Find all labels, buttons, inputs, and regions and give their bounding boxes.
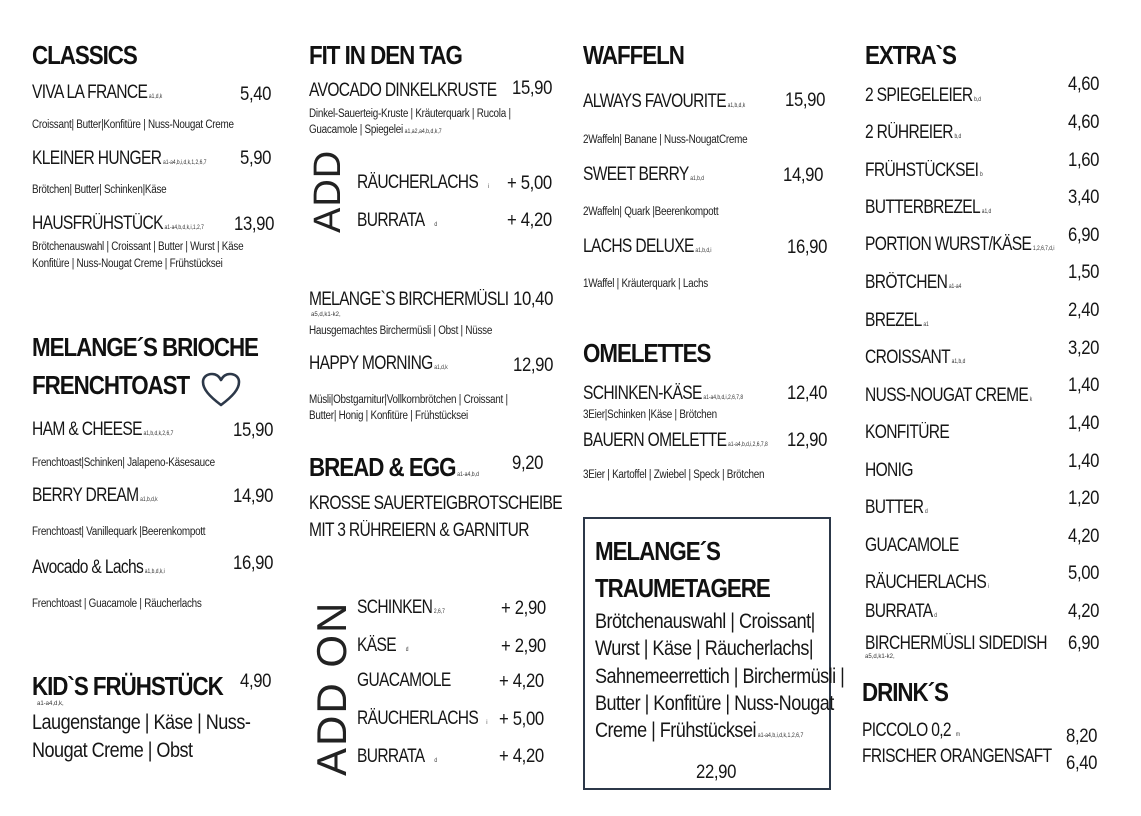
desc-always-favourite: 2Waffeln| Banane | Nuss-NougatCreme — [583, 134, 748, 146]
extra-guacamole: GUACAMOLE — [865, 535, 959, 556]
desc-birchermuesli: Hausgemachtes Birchermüsli | Obst | Nüsse — [309, 325, 493, 337]
addon-schinken: SCHINKEN 2,6,7 — [357, 597, 445, 618]
addon-schinken-price: + 2,90 — [501, 598, 546, 619]
extra-fruehstuecksei-price: 1,60 — [1068, 150, 1100, 171]
extra-guacamole-price: 4,20 — [1068, 526, 1100, 547]
extra-nuss-nougat-creme: NUSS-NOUGAT CREME k — [865, 385, 1033, 406]
drink-orangensaft: FRISCHER ORANGENSAFT — [862, 746, 1052, 767]
extra-butterbrezel: BUTTERBREZEL a1,d — [865, 197, 992, 218]
extra-portion-wurst-kaese: PORTION WURST/KÄSE 1,2,6,7,d,i — [865, 234, 1055, 255]
brioche-title-1: MELANGE´S BRIOCHE — [32, 332, 258, 362]
desc-avocado-lachs: Frenchtoast | Guacamole | Räucherlachs — [32, 598, 202, 610]
add-raeucherlachs: RÄUCHERLACHS i — [357, 172, 490, 193]
item-viva-la-france: VIVA LA FRANCE a1,d,k — [32, 82, 163, 103]
bread-egg-title: BREAD & EGG a1-a4,b,d — [309, 452, 479, 482]
item-ham-cheese: HAM & CHEESE a1,b,d,k,2,6,7 — [32, 419, 174, 440]
extra-birchermuesli-sidedish-price: 6,90 — [1068, 633, 1100, 654]
add-burrata-price: + 4,20 — [507, 210, 552, 231]
item-lachs-deluxe: LACHS DELUXE a1,b,d,i — [583, 236, 712, 257]
price-bauern-omelette: 12,90 — [787, 430, 828, 451]
extra-broetchen: BRÖTCHEN a1-a4 — [865, 272, 962, 293]
kids-allergens: a1-a4,d,k, — [37, 701, 64, 707]
price-happy-morning: 12,90 — [513, 355, 554, 376]
price-birchermuesli: 10,40 — [513, 289, 554, 310]
addon-raeucherlachs: RÄUCHERLACHS i — [357, 708, 488, 729]
etagere-title-2: TRAUMETAGERE — [595, 573, 770, 603]
price-schinken-kaese: 12,40 — [787, 383, 828, 404]
etagere-line-4: Butter | Konfitüre | Nuss-Nougat — [595, 692, 834, 715]
etagere-line-1: Brötchenauswahl | Croissant| — [595, 610, 815, 633]
extra-honig-price: 1,40 — [1068, 451, 1100, 472]
birchermuesli-allergens: a5,d,k1-k2, — [311, 312, 341, 318]
extra-spiegeleier-price: 4,60 — [1068, 74, 1100, 95]
add-burrata: BURRATA d — [357, 210, 438, 231]
extra-butter-price: 1,20 — [1068, 488, 1100, 509]
addon-guacamole: GUACAMOLE — [357, 670, 451, 691]
price-kleiner-hunger: 5,90 — [240, 148, 272, 169]
kids-desc-1: Laugenstange | Käse | Nuss- — [32, 711, 251, 734]
extra-konfituere-price: 1,40 — [1068, 413, 1100, 434]
item-sweet-berry: SWEET BERRY a1,b,d — [583, 164, 704, 185]
price-avocado-lachs: 16,90 — [233, 553, 274, 574]
extra-croissant-price: 3,20 — [1068, 338, 1100, 359]
price-hausfruehstueck: 13,90 — [234, 214, 275, 235]
bread-desc-2: MIT 3 RÜHREIERN & GARNITUR — [309, 520, 529, 541]
heart-icon — [201, 372, 241, 408]
extra-ruehreier: 2 RÜHREIER b,d — [865, 122, 962, 143]
item-hausfruehstueck: HAUSFRÜHSTÜCK a1-a4,b,d,k,i,1,2,7 — [32, 213, 204, 234]
desc-sweet-berry: 2Waffeln| Quark |Beerenkompott — [583, 206, 719, 218]
desc-happy-1: Müsli|Obstgarnitur|Vollkornbrötchen | Croissant | — [309, 394, 508, 406]
kids-title: KID`S FRÜHSTÜCK — [32, 671, 223, 701]
addon-guacamole-price: + 4,20 — [499, 671, 544, 692]
price-avocado-dinkelkruste: 15,90 — [512, 78, 553, 99]
price-bread-egg: 9,20 — [512, 453, 544, 474]
drink-piccolo-price: 8,20 — [1066, 726, 1098, 747]
kids-desc-2: Nougat Creme | Obst — [32, 739, 193, 762]
etagere-line-3: Sahnemeerrettich | Birchermüsli | — [595, 665, 845, 688]
extra-fruehstuecksei: FRÜHSTÜCKSEI b — [865, 160, 983, 181]
price-lachs-deluxe: 16,90 — [787, 237, 828, 258]
addon-burrata-price: + 4,20 — [499, 746, 544, 767]
addon-raeucherlachs-price: + 5,00 — [499, 709, 544, 730]
desc-schinken-kaese: 3Eier|Schinken |Käse | Brötchen — [583, 409, 717, 421]
desc-bauern-omelette: 3Eier | Kartoffel | Zwiebel | Speck | Brötchen — [583, 469, 765, 481]
item-happy-morning: HAPPY MORNING a1,d,k — [309, 353, 448, 374]
item-kleiner-hunger: KLEINER HUNGER a1-a4,b,i,d,k,1,2,6,7 — [32, 148, 207, 169]
item-berry-dream: BERRY DREAM a1,b,d,k — [32, 485, 158, 506]
brioche-title-2: FRENCHTOAST — [32, 370, 190, 400]
price-kids: 4,90 — [240, 671, 272, 692]
desc-avocado-2: Guacamole | Spiegelei a1,a2,a4,b,d,k,7 — [309, 124, 442, 136]
price-always-favourite: 15,90 — [785, 90, 826, 111]
desc-happy-2: Butter| Honig | Konfitüre | Frühstücksei — [309, 410, 469, 422]
item-schinken-kaese: SCHINKEN-KÄSE a1-a4,b,d,i,2,6,7,8 — [583, 383, 744, 404]
extra-croissant: CROISSANT a1,b,d — [865, 347, 966, 368]
extras-title: EXTRA`S — [865, 40, 956, 70]
item-bauern-omelette: BAUERN OMELETTE a1-a4,b,d,i,2,6,7,8 — [583, 430, 768, 451]
desc-berry-dream: Frenchtoast| Vanillequark |Beerenkompott — [32, 526, 206, 538]
etagere-title-1: MELANGE´S — [595, 536, 720, 566]
drink-piccolo: PICCOLO 0,2 m — [862, 720, 960, 741]
etagere-line-5: Creme | Frühstücksei a1-a4,b,i,d,k,1,2,6,7 — [595, 719, 804, 742]
desc-avocado-1: Dinkel-Sauerteig-Kruste | Kräuterquark | Rucola | — [309, 108, 511, 120]
desc-ham-cheese: Frenchtoast|Schinken| Jalapeno-Käsesauce — [32, 457, 215, 469]
extra-portion-wurst-kaese-price: 6,90 — [1068, 225, 1100, 246]
desc-viva-la-france: Croissant| Butter|Konfitüre | Nuss-Nougat Creme — [32, 119, 234, 131]
drinks-title: DRINK´S — [862, 677, 948, 707]
extra-brezel: BREZEL a1 — [865, 310, 929, 331]
drink-orangensaft-price: 6,40 — [1066, 753, 1098, 774]
etagere-line-2: Wurst | Käse | Räucherlachs| — [595, 637, 814, 660]
desc-hausfruehstueck-2: Konfitüre | Nuss-Nougat Creme | Frühstücksei — [32, 258, 223, 270]
extra-spiegeleier: 2 SPIEGELEIER b,d — [865, 85, 981, 106]
extra-brezel-price: 2,40 — [1068, 300, 1100, 321]
classics-title: CLASSICS — [32, 40, 137, 70]
extra-birchermuesli-allergens: a5,d,k1-k2, — [865, 654, 895, 660]
price-ham-cheese: 15,90 — [233, 420, 274, 441]
bread-desc-1: KROSSE SAUERTEIGBROTSCHEIBE — [309, 493, 562, 514]
add-label: ADD — [307, 149, 349, 233]
extra-ruehreier-price: 4,60 — [1068, 112, 1100, 133]
price-berry-dream: 14,90 — [233, 486, 274, 507]
fit-title: FIT IN DEN TAG — [309, 40, 462, 70]
extra-nuss-nougat-creme-price: 1,40 — [1068, 375, 1100, 396]
extra-birchermuesli-sidedish: BIRCHERMÜSLI SIDEDISH — [865, 633, 1047, 654]
extra-burrata: BURRATA d — [865, 601, 937, 622]
addon-kaese-price: + 2,90 — [501, 636, 546, 657]
desc-hausfruehstueck: Brötchenauswahl | Croissant | Butter | Wurst | Käse — [32, 241, 244, 253]
desc-kleiner-hunger: Brötchen| Butter| Schinken|Käse — [32, 184, 167, 196]
add-on-label: ADD ON — [308, 600, 355, 776]
price-viva-la-france: 5,40 — [240, 84, 272, 105]
extra-broetchen-price: 1,50 — [1068, 262, 1100, 283]
addon-burrata: BURRATA d — [357, 746, 438, 767]
extra-honig: HONIG — [865, 460, 913, 481]
item-avocado-dinkelkruste: AVOCADO DINKELKRUSTE — [309, 80, 497, 101]
extra-raeucherlachs-price: 5,00 — [1068, 563, 1100, 584]
extra-burrata-price: 4,20 — [1068, 601, 1100, 622]
item-always-favourite: ALWAYS FAVOURITE a1,b,d,k — [583, 91, 746, 112]
omelettes-title: OMELETTES — [583, 338, 711, 368]
item-birchermuesli: MELANGE`S BIRCHERMÜSLI — [309, 289, 509, 310]
extra-konfituere: KONFITÜRE — [865, 422, 950, 443]
extra-butter: BUTTER d — [865, 497, 928, 518]
extra-raeucherlachs: RÄUCHERLACHS i — [865, 572, 989, 593]
item-avocado-lachs: Avocado & Lachs a1,b,d,k,i — [32, 557, 165, 578]
add-raeucherlachs-price: + 5,00 — [507, 173, 552, 194]
extra-butterbrezel-price: 3,40 — [1068, 187, 1100, 208]
price-sweet-berry: 14,90 — [783, 165, 824, 186]
addon-kaese: KÄSE d — [357, 635, 409, 656]
waffeln-title: WAFFELN — [583, 40, 684, 70]
desc-lachs-deluxe: 1Waffel | Kräuterquark | Lachs — [583, 278, 708, 290]
price-traumetagere: 22,90 — [696, 762, 737, 783]
